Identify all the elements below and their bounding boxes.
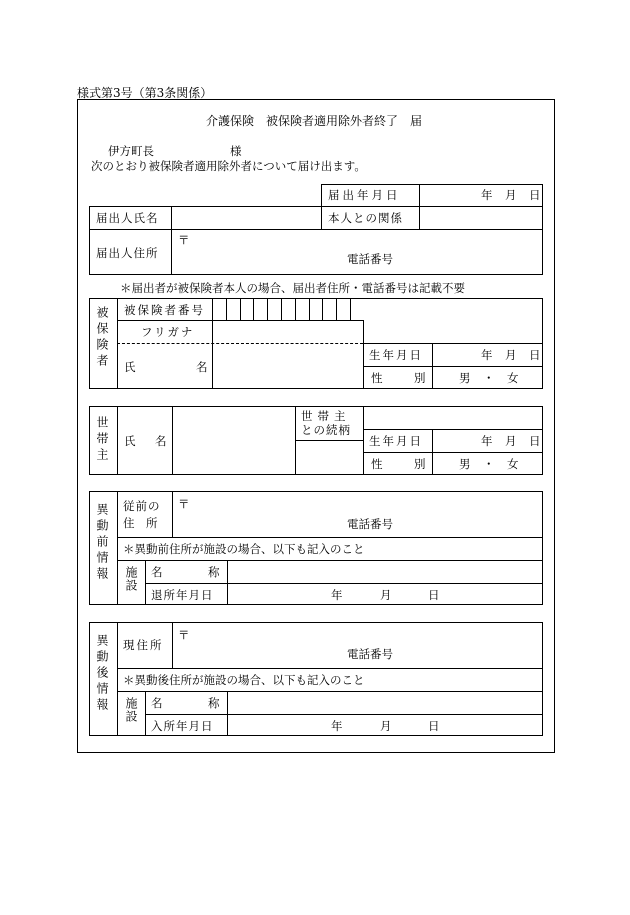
before-section-label: 異動前情報 xyxy=(95,503,109,583)
applicant-address-label: 届出人住所 xyxy=(96,246,159,260)
insured-section-label: 被保険者 xyxy=(95,306,109,370)
insured-number-label: 被保険者番号 xyxy=(124,303,205,317)
before-facility-name-field[interactable] xyxy=(228,561,542,582)
form-title: 介護保険 被保険者適用除外者終了 届 xyxy=(206,114,423,128)
postal-mark: 〒 xyxy=(178,233,190,247)
before-note: ＊異動前住所が施設の場合、以下も記入のこと xyxy=(123,542,365,556)
admission-date-label: 入所年月日 xyxy=(151,719,214,733)
householder-name-field[interactable] xyxy=(173,407,294,474)
note-applicant: ＊届出者が被保険者本人の場合、届出者住所・電話番号は記載不要 xyxy=(120,281,465,295)
date-label: 届出年月日 xyxy=(328,188,401,202)
insured-number-digit-box[interactable] xyxy=(240,298,255,321)
addressee: 伊方町長 xyxy=(108,144,154,158)
insured-furigana-field[interactable] xyxy=(213,321,362,342)
householder-relation-label-1: 世帯主 xyxy=(301,409,351,423)
insured-number-digit-box[interactable] xyxy=(226,298,241,321)
insured-name-field[interactable] xyxy=(213,344,362,388)
insured-number-digit-box[interactable] xyxy=(267,298,282,321)
after-facility-label: 施設 xyxy=(124,697,138,723)
householder-birth-label: 生年月日 xyxy=(369,434,423,448)
insured-number-digit-box[interactable] xyxy=(253,298,268,321)
insured-male-option[interactable]: 男 xyxy=(459,371,471,385)
relation-field[interactable] xyxy=(420,207,542,228)
insured-number-digit-box[interactable] xyxy=(281,298,296,321)
householder-relation-label-2: との続柄 xyxy=(301,423,351,437)
leave-date-field[interactable] xyxy=(228,584,542,604)
current-address-label: 現住所 xyxy=(123,638,164,652)
householder-female-option[interactable]: 女 xyxy=(507,457,519,471)
insured-birth-label: 生年月日 xyxy=(369,348,423,362)
insured-female-option[interactable]: 女 xyxy=(507,371,519,385)
applicant-address-field[interactable] xyxy=(172,230,542,274)
householder-section-label: 世帯主 xyxy=(95,416,109,464)
furigana-label: フリガナ xyxy=(141,325,195,339)
previous-address-field[interactable] xyxy=(173,492,542,536)
after-facility-name-field[interactable] xyxy=(228,692,542,713)
admission-date-field[interactable] xyxy=(228,715,542,735)
phone-label: 電話番号 xyxy=(347,252,393,266)
householder-birth-field[interactable] xyxy=(433,430,542,451)
applicant-name-field[interactable] xyxy=(172,207,320,228)
submission-date-field[interactable] xyxy=(419,185,542,206)
insured-number-digit-box[interactable] xyxy=(322,298,337,321)
after-note: ＊異動後住所が施設の場合、以下も記入のこと xyxy=(123,673,365,687)
insured-number-digit-box[interactable] xyxy=(295,298,310,321)
before-facility-label: 施設 xyxy=(124,566,138,592)
current-address-field[interactable] xyxy=(173,623,542,667)
householder-male-option[interactable]: 男 xyxy=(459,457,471,471)
intro-text: 次のとおり被保険者適用除外者について届け出ます。 xyxy=(91,159,366,173)
insured-birth-field[interactable] xyxy=(433,344,542,365)
form-number: 様式第3号（第3条関係） xyxy=(77,86,213,100)
addressee-sama: 様 xyxy=(230,144,242,158)
relation-label: 本人との関係 xyxy=(328,211,403,225)
leave-date-label: 退所年月日 xyxy=(151,588,214,602)
insured-number-digit-box[interactable] xyxy=(212,298,227,321)
applicant-name-label: 届出人氏名 xyxy=(96,211,159,225)
insured-number-digit-box[interactable] xyxy=(309,298,324,321)
after-section-label: 異動後情報 xyxy=(95,634,109,714)
insured-number-digit-box[interactable] xyxy=(336,298,351,321)
householder-relation-field[interactable] xyxy=(296,441,362,474)
